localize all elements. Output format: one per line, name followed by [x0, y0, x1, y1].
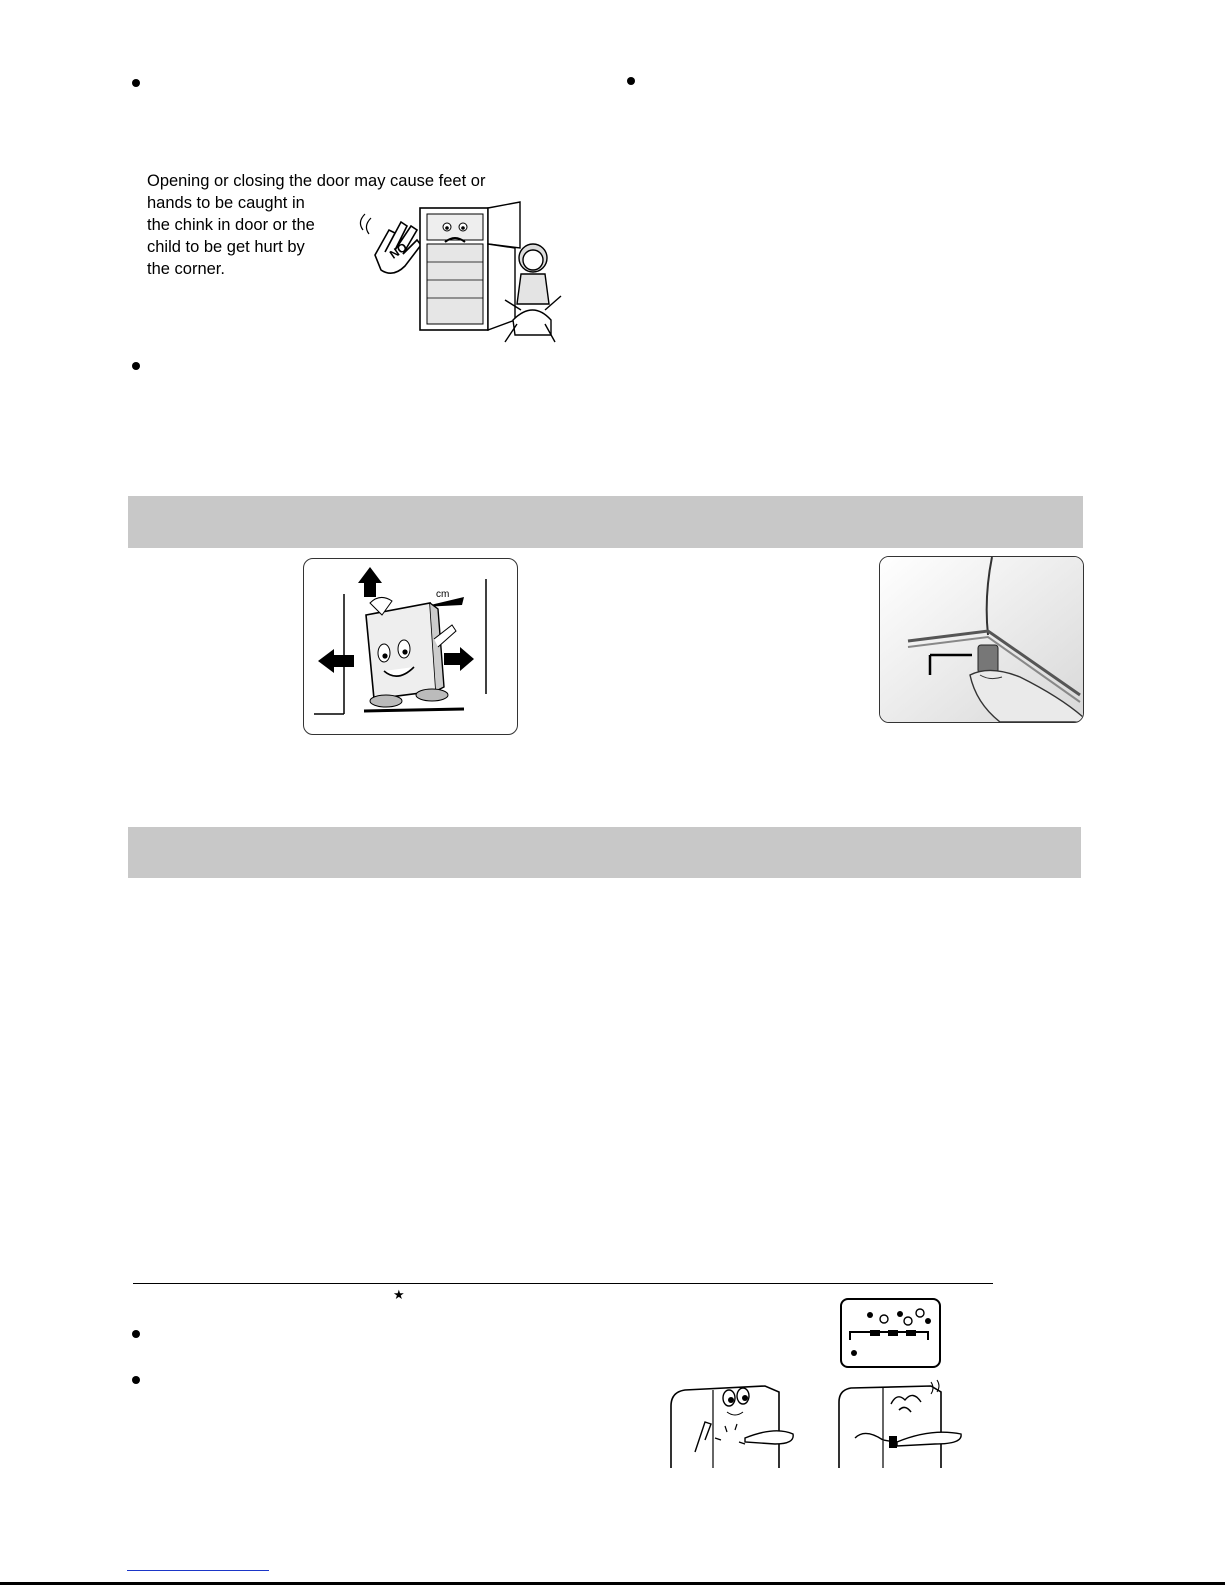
- frost-diagram: [840, 1298, 941, 1368]
- section-header-band-2: [128, 827, 1081, 878]
- arrow-right-icon: [444, 647, 474, 671]
- door-warning-line-4: child to be get hurt by: [147, 238, 305, 256]
- door-warning-line-5: the corner.: [147, 260, 225, 278]
- door-warning-line-2: hands to be caught in: [147, 194, 305, 212]
- door-warning-line-1: Opening or closing the door may cause feet or: [147, 172, 486, 190]
- door-child-illustration: [355, 200, 565, 350]
- no-badge-text: NO: [386, 239, 410, 262]
- star-icon: ★: [393, 1287, 405, 1302]
- bullet-bottom-2: [132, 1376, 140, 1384]
- leveling-foot-figure: [879, 556, 1084, 723]
- installation-clearance-figure: [303, 558, 518, 735]
- notes-divider: [133, 1283, 993, 1284]
- bullet-bottom-1: [132, 1330, 140, 1338]
- arrow-left-icon: [318, 649, 354, 673]
- clearance-unit-label: cm: [436, 589, 450, 600]
- happy-fridge-illustration: [665, 1382, 800, 1470]
- arrow-up-icon: [358, 567, 382, 597]
- door-warning-line-3: the chink in door or the: [147, 216, 315, 234]
- bullet-top-left: [132, 79, 140, 87]
- section-header-band-1: [128, 496, 1083, 548]
- bullet-middle-left: [132, 362, 140, 370]
- frosted-fridge-illustration: [835, 1378, 970, 1470]
- footer-link-underline[interactable]: [127, 1570, 269, 1571]
- bullet-top-right: [627, 77, 635, 85]
